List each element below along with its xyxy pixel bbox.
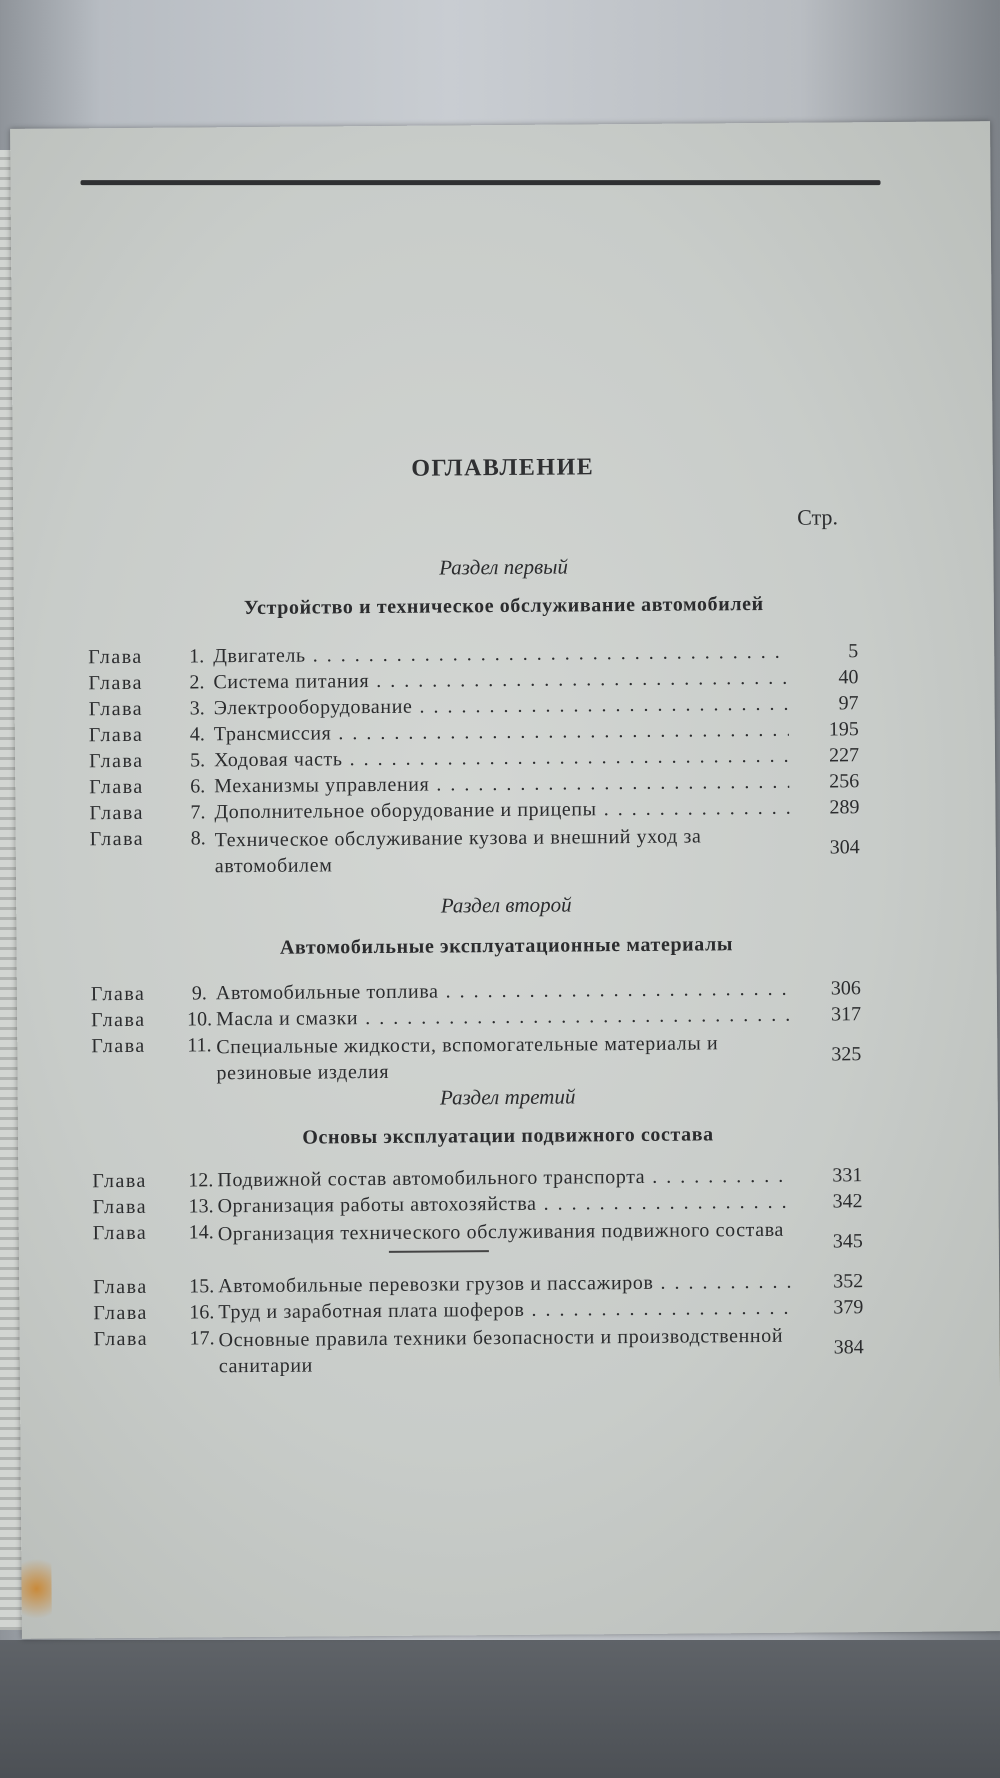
chapter-label: Глава bbox=[92, 1169, 147, 1193]
toc-entry bbox=[94, 1322, 864, 1382]
chapter-number: 6. bbox=[190, 775, 206, 798]
header-rule bbox=[81, 180, 881, 185]
chapter-page: 40 bbox=[838, 666, 859, 689]
chapter-page: 317 bbox=[830, 1003, 862, 1026]
chapter-title: Автомобильные перевозки грузов и пассажиров . . . bbox=[218, 1271, 793, 1299]
chapter-title: Электрооборудование . . . bbox=[214, 693, 789, 721]
chapter-title: Механизмы управления . . . bbox=[214, 771, 789, 799]
chapter-page: 325 bbox=[831, 1043, 862, 1066]
chapter-label: Глава bbox=[93, 1275, 148, 1299]
chapter-title: Ходовая часть . . . bbox=[214, 745, 789, 773]
chapter-label: Глава bbox=[91, 1034, 146, 1058]
chapter-title: Трансмиссия . . . bbox=[214, 719, 789, 747]
chapter-number: 13. bbox=[188, 1195, 214, 1218]
chapter-title: Подвижной состав автомобильного транспорта . . . bbox=[217, 1165, 792, 1193]
chapter-title: Дополнительное оборудование и прицепы . . . bbox=[214, 797, 789, 825]
chapter-title: Масла и смазки . . . bbox=[216, 1004, 791, 1032]
toc-entry bbox=[93, 1216, 863, 1276]
chapter-number: 14. bbox=[188, 1221, 214, 1244]
page-column-header: Стр. bbox=[797, 504, 839, 530]
chapter-page: 289 bbox=[829, 796, 860, 819]
chapter-label: Глава bbox=[88, 645, 143, 669]
toc-list bbox=[88, 640, 860, 882]
page-title: ОГЛАВЛЕНИЕ bbox=[411, 454, 595, 482]
section-title: Основы эксплуатации подвижного состава bbox=[302, 1123, 714, 1149]
chapter-label: Глава bbox=[88, 697, 144, 721]
chapter-page: 384 bbox=[833, 1336, 864, 1359]
chapter-number: 9. bbox=[191, 982, 207, 1005]
chapter-number: 1. bbox=[189, 645, 205, 668]
chapter-label: Глава bbox=[93, 1327, 149, 1351]
chapter-label: Глава bbox=[88, 671, 144, 695]
toc-entry bbox=[91, 1029, 861, 1089]
chapter-label: Глава bbox=[92, 1195, 148, 1219]
chapter-page: 331 bbox=[832, 1164, 863, 1187]
chapter-title: Система питания . . . bbox=[213, 667, 788, 695]
section-title: Устройство и техническое обслуживание автомобилей bbox=[243, 592, 764, 620]
section-label: Раздел третий bbox=[439, 1084, 576, 1110]
chapter-number: 4. bbox=[189, 723, 205, 746]
toc-entry bbox=[90, 822, 860, 882]
table-surface bbox=[0, 1640, 1000, 1778]
chapter-page: 5 bbox=[848, 640, 859, 663]
chapter-page: 195 bbox=[828, 718, 859, 741]
chapter-label: Глава bbox=[91, 1008, 146, 1032]
chapter-title: Автомобильные топлива . . . bbox=[216, 978, 791, 1006]
chapter-page: 345 bbox=[832, 1230, 863, 1253]
chapter-number: 3. bbox=[189, 697, 205, 720]
section-label: Раздел первый bbox=[439, 554, 568, 580]
chapter-title: Организация технического обслуживания подвижного состава bbox=[217, 1218, 785, 1246]
chapter-number: 5. bbox=[189, 749, 206, 772]
chapter-page: 227 bbox=[828, 744, 860, 767]
chapter-label: Глава bbox=[90, 982, 146, 1006]
chapter-number: 7. bbox=[190, 801, 206, 824]
toc-list bbox=[91, 977, 862, 1089]
chapter-page: 352 bbox=[833, 1270, 864, 1293]
chapter-number: 12. bbox=[188, 1169, 214, 1192]
chapter-number: 11. bbox=[187, 1034, 212, 1057]
chapter-page: 256 bbox=[829, 770, 860, 793]
chapter-label: Глава bbox=[89, 801, 145, 825]
chapter-title: Труд и заработная плата шоферов . . . bbox=[218, 1297, 793, 1325]
chapter-label: Глава bbox=[88, 723, 144, 747]
chapter-page: 342 bbox=[832, 1190, 863, 1213]
section-label: Раздел второй bbox=[440, 892, 572, 918]
book-page bbox=[10, 121, 1000, 1639]
chapter-number: 16. bbox=[189, 1301, 215, 1324]
chapter-title: Основные правила техники безопасности и производственной санитарии bbox=[218, 1324, 784, 1378]
chapter-number: 10. bbox=[186, 1008, 213, 1031]
section-title: Автомобильные эксплуатационные материалы bbox=[279, 933, 734, 959]
chapter-page: 97 bbox=[838, 692, 859, 715]
stain-mark bbox=[21, 1549, 52, 1629]
chapter-page: 304 bbox=[829, 836, 860, 859]
chapter-title: Техническое обслуживание кузова и внешний уход за автомобилем bbox=[214, 825, 702, 878]
chapter-label: Глава bbox=[89, 827, 145, 851]
chapter-label: Глава bbox=[89, 775, 144, 799]
chapter-number: 8. bbox=[190, 827, 206, 850]
toc-list bbox=[92, 1164, 864, 1382]
chapter-label: Глава bbox=[92, 1221, 148, 1245]
chapter-number: 17. bbox=[189, 1327, 215, 1350]
chapter-title: Организация работы автохозяйства . . . bbox=[217, 1191, 792, 1219]
chapter-label: Глава bbox=[88, 749, 144, 773]
chapter-title: Двигатель . . . bbox=[213, 641, 788, 669]
chapter-number: 15. bbox=[189, 1275, 215, 1298]
chapter-title: Специальные жидкости, вспомогательные материалы и резиновые изделия bbox=[216, 1032, 719, 1085]
chapter-number: 2. bbox=[189, 671, 205, 694]
chapter-page: 306 bbox=[830, 977, 861, 1000]
chapter-label: Глава bbox=[93, 1301, 148, 1325]
chapter-page: 379 bbox=[833, 1296, 864, 1319]
